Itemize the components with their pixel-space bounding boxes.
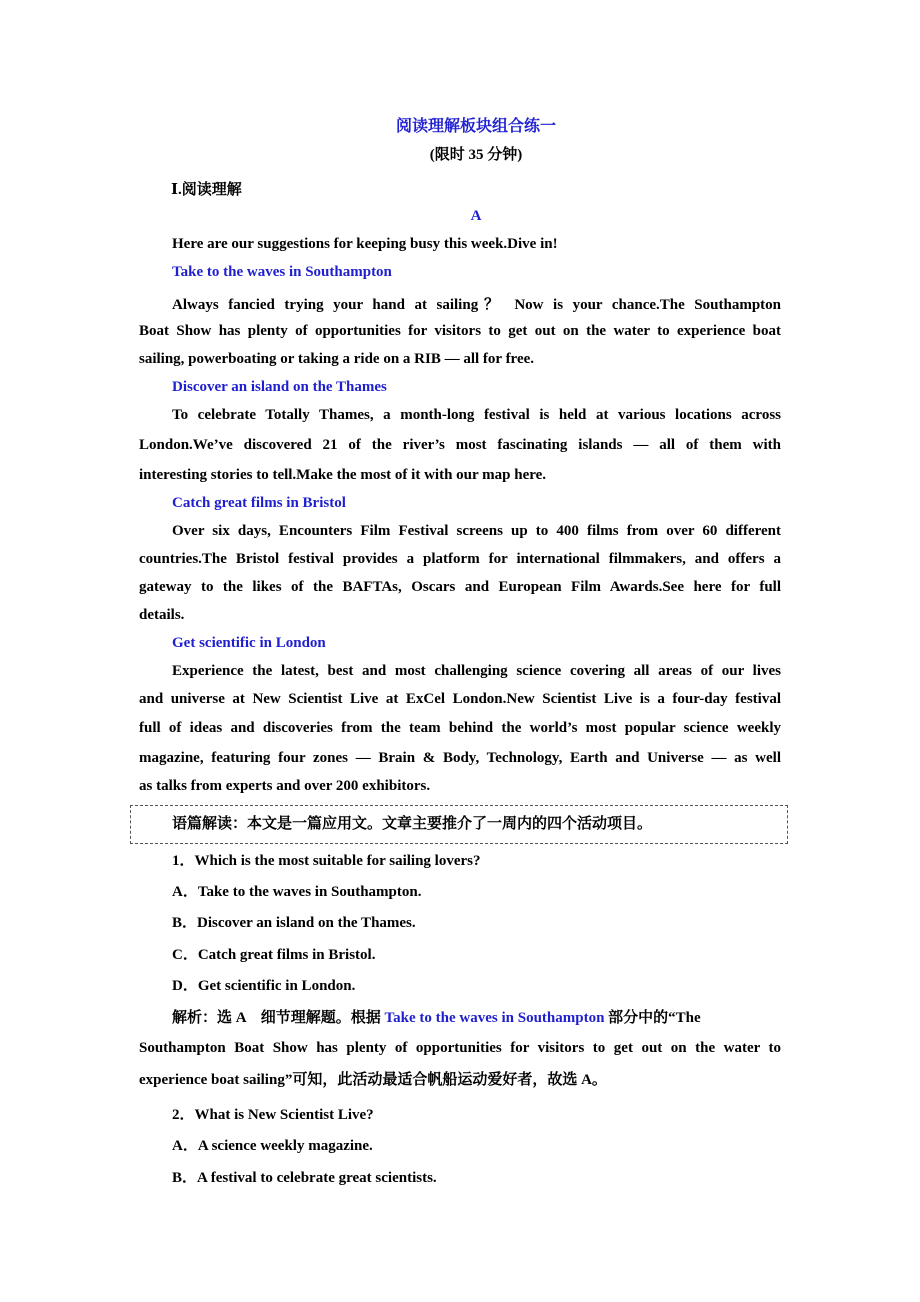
item-title-southampton: Take to the waves in Southampton (172, 264, 392, 280)
passage-intro: Here are our suggestions for keeping busy this week.Dive in! (172, 236, 558, 252)
question-stem: 1．Which is the most suitable for sailing lovers? (172, 853, 481, 869)
analysis-line (172, 1006, 701, 1027)
item-title-thames: Discover an island on the Thames (172, 379, 387, 395)
item-text-line: Boat Show has plenty of opportunities for visitors to get out on the water to experience boat (139, 323, 781, 339)
item-text-line: London.We’ve discovered 21 of the river’s most fascinating islands — all of them with (139, 437, 781, 453)
time-limit: (限时 35 分钟) (429, 147, 523, 163)
question-option: A．Take to the waves in Southampton. (172, 884, 422, 900)
analysis-suffix: 部分中的“The (604, 1010, 701, 1026)
page-title: 阅读理解板块组合练一 (395, 118, 556, 135)
item-text-line: magazine, featuring four zones — Brain & Body, Technology, Earth and Universe — as well (139, 750, 781, 766)
item-title-bristol: Catch great films in Bristol (172, 495, 346, 511)
reading-note: 语篇解读：本文是一篇应用文。文章主要推介了一周内的四个活动项目。 (172, 816, 653, 832)
question-option: B．A festival to celebrate great scientists. (172, 1170, 437, 1186)
item-text-line: To celebrate Totally Thames, a month-long festival is held at various locations across (172, 407, 781, 423)
analysis-line: experience boat sailing”可知，此活动最适合帆船运动爱好者，故选 A。 (139, 1072, 607, 1088)
question-stem: 2．What is New Scientist Live? (172, 1107, 374, 1123)
item-title-london: Get scientific in London (172, 635, 326, 651)
question-option: A．A science weekly magazine. (172, 1138, 373, 1154)
item-text-line: Experience the latest, best and most challenging science covering all areas of our lives (172, 663, 781, 679)
analysis-line: Southampton Boat Show has plenty of opportunities for visitors to get out on the water to (139, 1040, 781, 1056)
section-heading: Ⅰ.阅读理解 (171, 182, 242, 198)
item-text-line: details. (139, 607, 185, 623)
passage-label: A (470, 208, 482, 224)
question-option: B．Discover an island on the Thames. (172, 915, 416, 931)
item-text-line: sailing, powerboating or taking a ride on a RIB — all for free. (139, 351, 535, 367)
item-text-line: Over six days, Encounters Film Festival screens up to 400 films from over 60 different (172, 523, 781, 539)
item-text-line: Always fancied trying your hand at sailing？ Now is your chance.The Southampton (172, 297, 781, 313)
question-option: C．Catch great films in Bristol. (172, 947, 376, 963)
analysis-prefix: 解析：选 A 细节理解题。根据 (172, 1010, 385, 1026)
question-option: D．Get scientific in London. (172, 978, 356, 994)
item-text-line: interesting stories to tell.Make the most of it with our map here. (139, 467, 547, 483)
item-text-line: countries.The Bristol festival provides a platform for international filmmakers, and offers a (139, 551, 781, 567)
item-text-line: and universe at New Scientist Live at ExCel London.New Scientist Live is a four-day festival (139, 691, 781, 707)
item-text-line: gateway to the likes of the BAFTAs, Oscars and European Film Awards.See here for full (139, 579, 781, 595)
analysis-highlight: Take to the waves in Southampton (384, 1010, 605, 1026)
item-text-line: full of ideas and discoveries from the team behind the world’s most popular science weekly (139, 720, 781, 736)
item-text-line: as talks from experts and over 200 exhibitors. (139, 778, 431, 794)
